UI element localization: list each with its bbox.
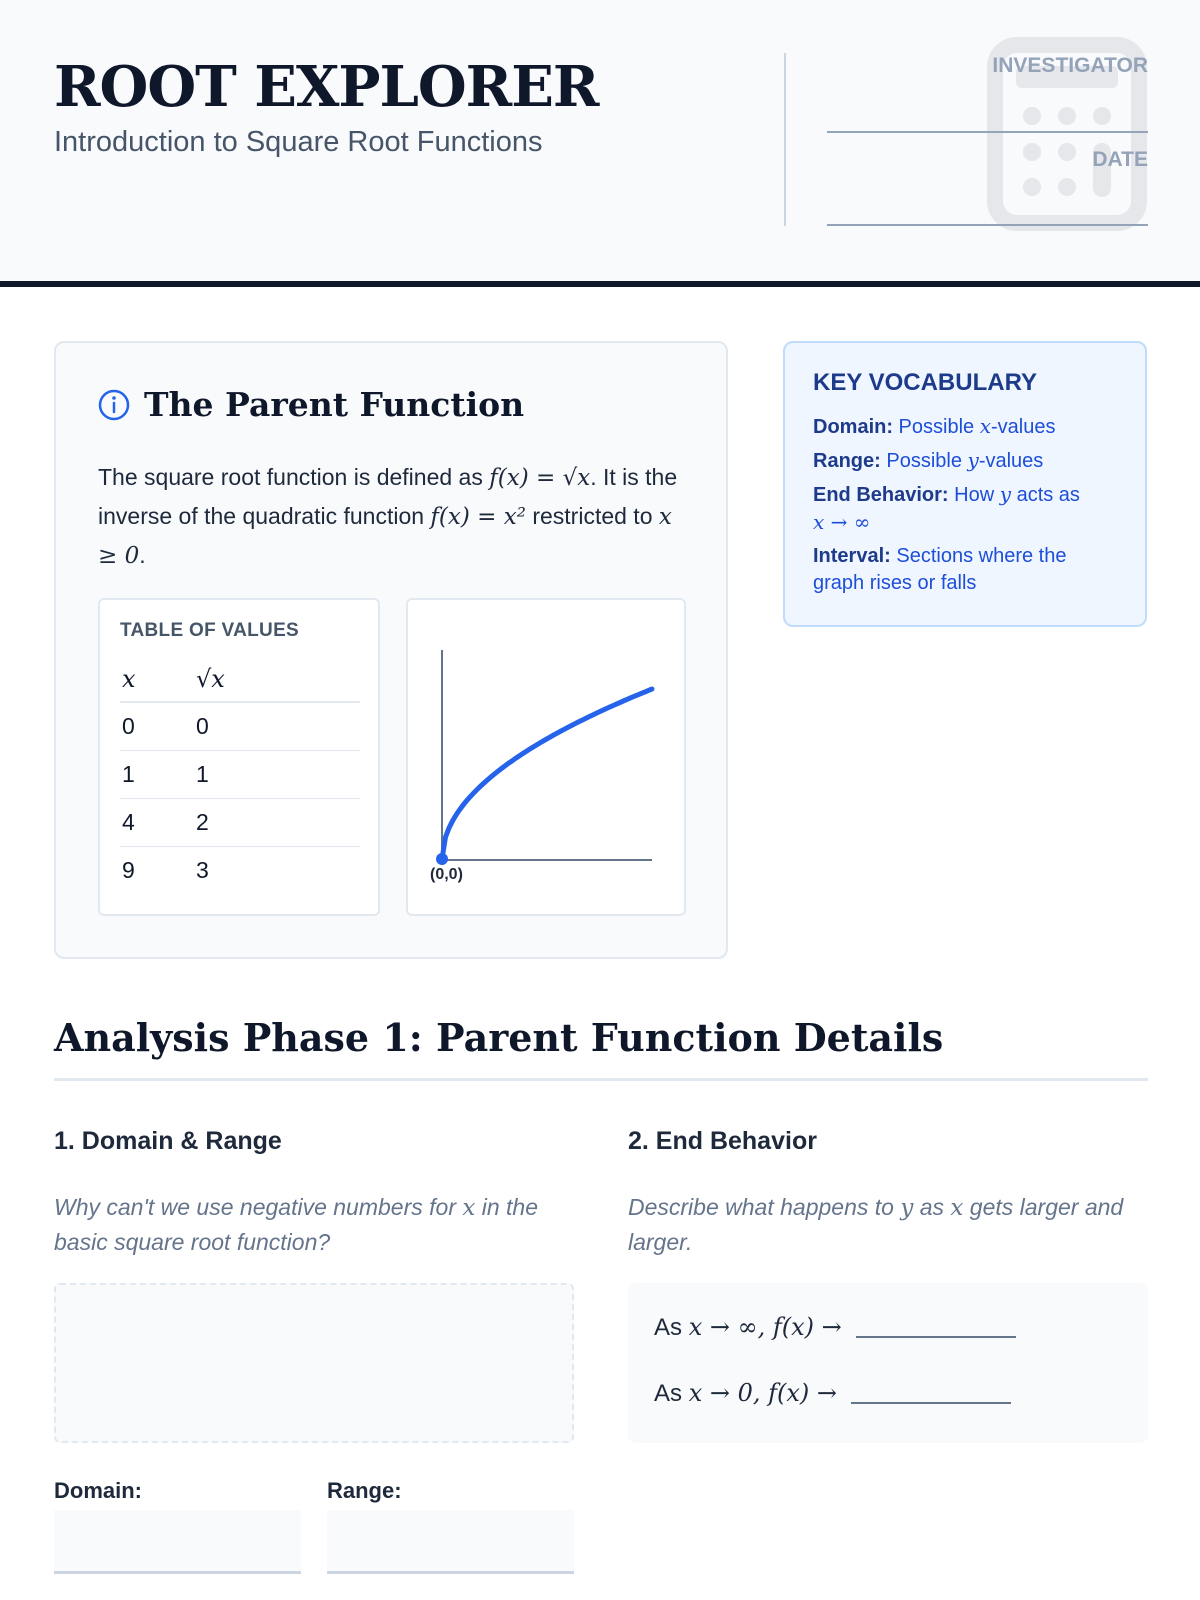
- sqrt-curve: [442, 689, 652, 859]
- formula-quadratic: f(x) = x²: [430, 504, 526, 530]
- phase-divider: [54, 1078, 1148, 1081]
- vocab-interval: Interval: Sections where the graph rises or falls: [813, 545, 1067, 594]
- values-table: [120, 656, 360, 894]
- vocabulary-title: KEY VOCABULARY: [813, 369, 1038, 396]
- investigator-field[interactable]: [827, 131, 1148, 133]
- table-row: 4 2: [120, 798, 360, 846]
- origin-point: [436, 853, 448, 865]
- worksheet-header: [0, 0, 1200, 287]
- domain-label: Domain:: [54, 1478, 142, 1503]
- origin-label: (0,0): [430, 866, 463, 883]
- question-1-prompt: Why can't we use negative numbers for x in the basic square root function?: [54, 1194, 539, 1255]
- sqrt-graph: [408, 600, 684, 914]
- phase-title: Analysis Phase 1: Parent Function Details: [54, 1015, 944, 1060]
- table-header-row: [120, 656, 360, 702]
- formula-sqrt: f(x) = √x: [489, 465, 591, 491]
- date-field[interactable]: [827, 224, 1148, 226]
- page-title: ROOT EXPLORER: [54, 54, 599, 120]
- table-row: 1 1: [120, 750, 360, 798]
- vocab-domain: Domain: Possible x-values: [813, 414, 1056, 438]
- info-icon: [98, 389, 130, 421]
- domain-condition: x ≥ 0: [98, 504, 672, 569]
- parent-function-card: [54, 341, 728, 959]
- end-behavior-blank-2[interactable]: [851, 1402, 1011, 1404]
- page-subtitle: Introduction to Square Root Functions: [54, 126, 543, 158]
- question-2-title: 2. End Behavior: [628, 1127, 817, 1155]
- vocab-range: Range: Possible y-values: [813, 448, 1044, 472]
- vocab-end-behavior: End Behavior: How y acts as x → ∞: [813, 482, 1080, 534]
- parent-function-title: The Parent Function: [144, 385, 525, 424]
- header-divider: [784, 53, 786, 226]
- table-title: TABLE OF VALUES: [120, 620, 300, 641]
- question-1-title: 1. Domain & Range: [54, 1127, 282, 1155]
- card-title: [98, 385, 524, 424]
- question-2-prompt: Describe what happens to y as x gets larger and larger.: [628, 1194, 1124, 1255]
- end-behavior-blank-1[interactable]: [856, 1336, 1016, 1338]
- table-row: 0 0: [120, 702, 360, 750]
- table-row: 9 3: [122, 856, 209, 883]
- table-of-values: [98, 598, 380, 916]
- end-behavior-line-2: As x → 0, f(x) →: [654, 1379, 1011, 1408]
- parent-function-graph: [406, 598, 686, 916]
- range-label: Range:: [327, 1478, 402, 1503]
- column-header-sqrt: √x: [194, 656, 360, 702]
- date-label: DATE: [1092, 148, 1148, 171]
- end-behavior-box: [628, 1283, 1148, 1443]
- range-field[interactable]: [327, 1510, 574, 1574]
- domain-field[interactable]: [54, 1510, 301, 1574]
- key-vocabulary-box: [783, 341, 1147, 627]
- end-behavior-line-1: As x → ∞, f(x) →: [654, 1313, 1016, 1342]
- column-header-x: x: [120, 656, 194, 702]
- investigator-label: INVESTIGATOR: [992, 54, 1148, 77]
- question-1-answer-area[interactable]: [54, 1283, 574, 1443]
- parent-function-description: The square root function is defined as f(x) = √x. It is the inverse of the quadratic function f(x) = x² restricted to x ≥ 0.: [98, 464, 678, 569]
